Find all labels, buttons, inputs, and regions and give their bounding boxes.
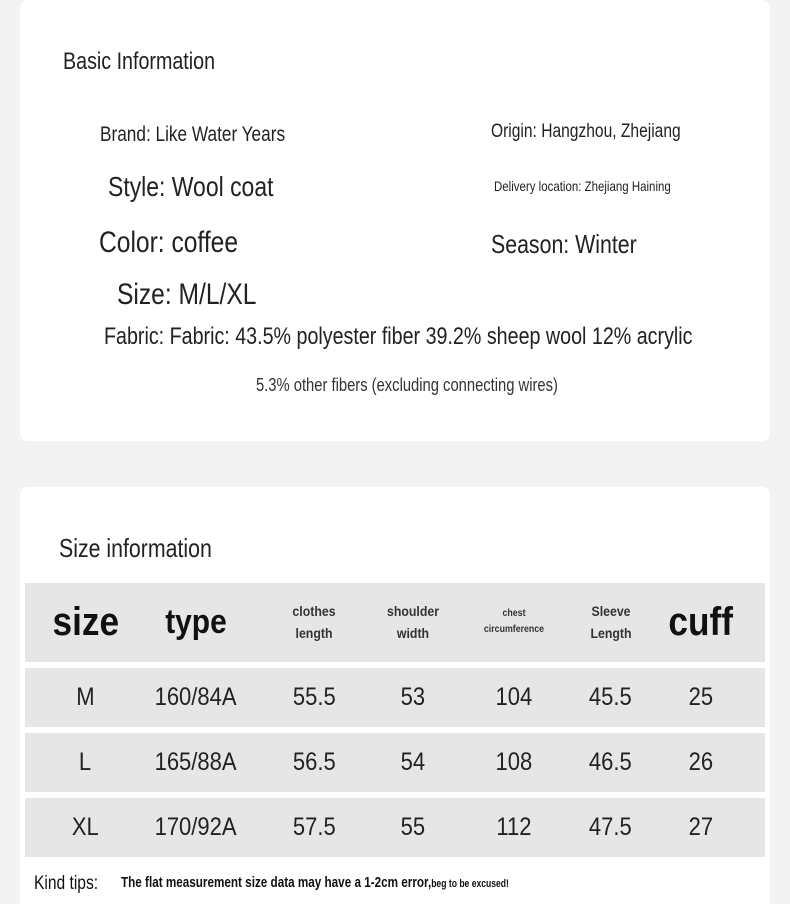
cell: 55 [400, 813, 426, 841]
header-sleeve-length: Sleeve Length [590, 603, 632, 641]
table-row [25, 798, 765, 857]
fabric-continued: 5.3% other fibers (excluding connecting wires) [256, 375, 558, 395]
size: Size: M/L/XL [117, 278, 257, 311]
origin: Origin: Hangzhou, Zhejiang [491, 121, 681, 142]
size-table [25, 577, 765, 863]
header-shoulder-width: shoulder width [386, 603, 439, 641]
cell: 53 [400, 683, 426, 711]
header-clothes-length: clothes length [292, 603, 336, 641]
cell: 57.5 [292, 813, 336, 841]
table-row [25, 668, 765, 727]
tips-small: beg to be excused! [431, 878, 509, 890]
cell: 56.5 [292, 748, 336, 776]
fabric: Fabric: Fabric: 43.5% polyester fiber 39.2% sheep wool 12% acrylic [104, 323, 693, 350]
tips-label: Kind tips: [34, 873, 99, 894]
cell: 27 [688, 813, 714, 841]
cell: 55.5 [292, 683, 336, 711]
brand: Brand: Like Water Years [100, 123, 286, 146]
color: Color: coffee [99, 226, 239, 259]
tips-main: The flat measurement size data may have a 1-2cm error, [121, 874, 432, 891]
size-info-title: Size information [59, 533, 212, 563]
delivery-location: Delivery location: Zhejiang Haining [494, 178, 671, 194]
cell: M [76, 683, 95, 711]
header-size: size [52, 600, 119, 644]
cell: 108 [495, 748, 533, 776]
cell: 45.5 [589, 683, 633, 711]
style: Style: Wool coat [108, 171, 274, 202]
cell: 112 [496, 813, 532, 841]
cell: 47.5 [589, 813, 633, 841]
header-cuff: cuff [668, 600, 734, 644]
cell: 170/92A [154, 813, 237, 841]
cell: 25 [688, 683, 714, 711]
season: Season: Winter [491, 229, 637, 259]
cell: 26 [688, 748, 714, 776]
cell: XL [71, 813, 99, 841]
cell: 54 [400, 748, 426, 776]
basic-info-title: Basic Information [63, 48, 216, 75]
header-chest: chest circumference [483, 608, 544, 635]
cell: 165/88A [154, 748, 237, 776]
cell: 104 [495, 683, 533, 711]
table-header [25, 583, 765, 662]
header-type: type [164, 603, 227, 641]
cell: 160/84A [154, 683, 237, 711]
cell: 46.5 [589, 748, 633, 776]
cell: L [79, 748, 92, 776]
table-row [25, 733, 765, 792]
tips-text [121, 874, 509, 891]
